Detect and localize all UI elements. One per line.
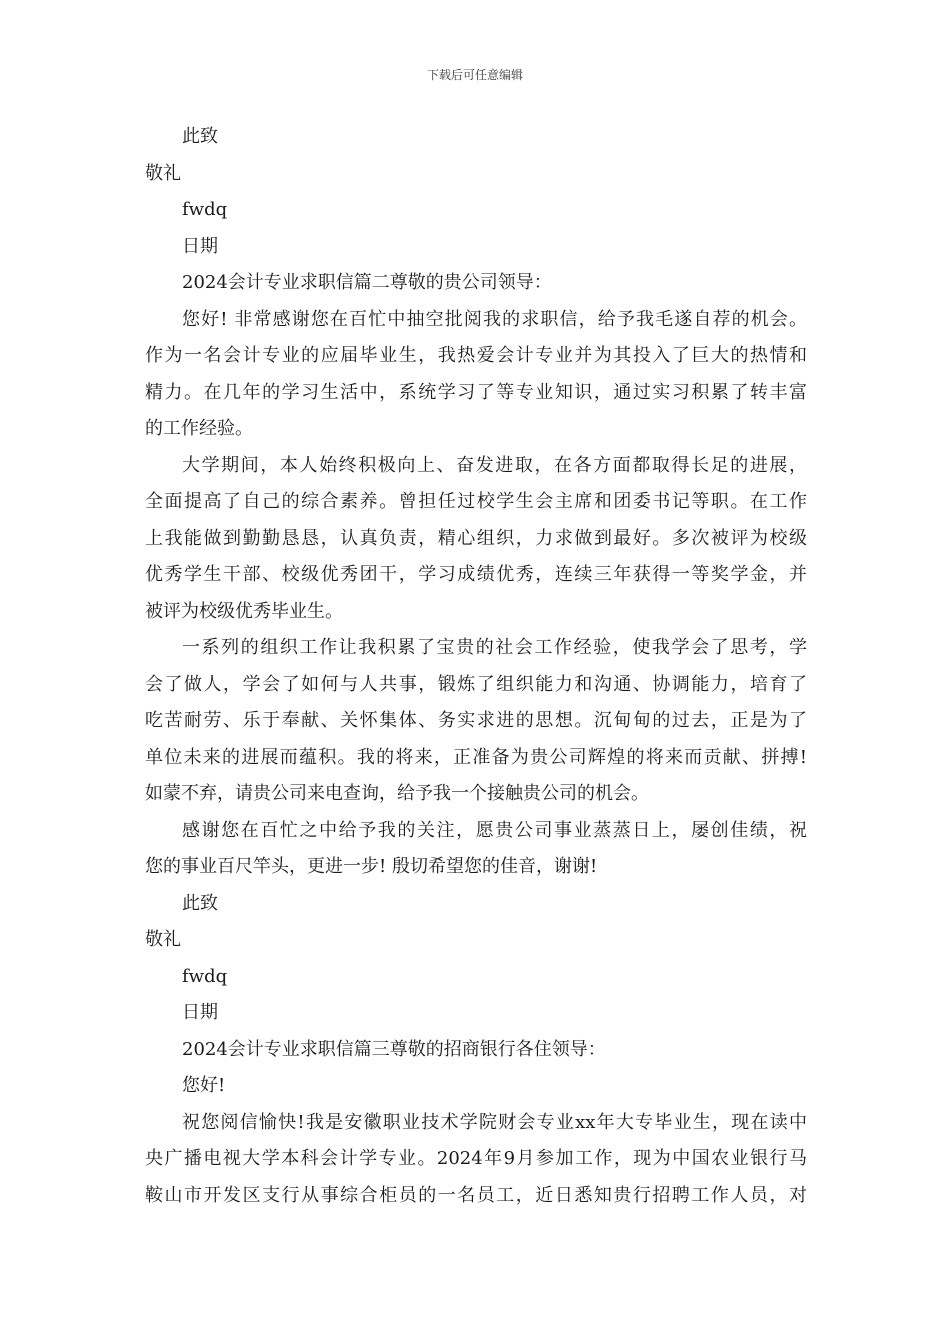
paragraph-line: fwdq	[182, 965, 228, 987]
paragraph-line: 吃苦耐劳、乐于奉献、关怀集体、务实求进的思想。沉甸甸的过去，正是为了	[145, 710, 807, 731]
paragraph-line: 全面提高了自己的综合素养。曾担任过校学生会主席和团委书记等职。在工作	[145, 491, 807, 512]
page-header-note: 下载后可任意编辑	[426, 68, 523, 82]
paragraph-line: 2024会计专业求职信篇二尊敬的贵公司领导：	[182, 272, 552, 293]
paragraph-line: 日期	[182, 235, 218, 257]
paragraph-line: 作为一名会计专业的应届毕业生，我热爱会计专业并为其投入了巨大的热情和	[145, 345, 807, 366]
paragraph-line: fwdq	[182, 199, 228, 220]
paragraph-line: 敬礼	[145, 929, 181, 950]
paragraph-line: 的工作经验。	[145, 418, 253, 439]
paragraph-line: 祝您阅信愉快!我是安徽职业技术学院财会专业xx年大专毕业生，现在读中	[182, 1111, 807, 1133]
paragraph-line: 您好!	[182, 1075, 226, 1096]
paragraph-line: 感谢您在百忙之中给予我的关注，愿贵公司事业蒸蒸日上，屡创佳绩，祝	[182, 819, 807, 841]
paragraph-line: 一系列的组织工作让我积累了宝贵的社会工作经验，使我学会了思考，学	[182, 637, 807, 658]
paragraph-line: 优秀学生干部、校级优秀团干，学习成绩优秀，连续三年获得一等奖学金，并	[145, 564, 807, 585]
paragraph-line: 会了做人，学会了如何与人共事，锻炼了组织能力和沟通、协调能力，培育了	[145, 673, 807, 695]
paragraph-line: 如蒙不弃，请贵公司来电查询，给予我一个接触贵公司的机会。	[145, 783, 649, 804]
paragraph-line: 此致	[182, 892, 218, 914]
paragraph-line: 敬礼	[145, 162, 181, 184]
paragraph-line: 鞍山市开发区支行从事综合柜员的一名员工，近日悉知贵行招聘工作人员，对	[145, 1184, 807, 1206]
paragraph-line: 被评为校级优秀毕业生。	[145, 600, 343, 622]
paragraph-line: 您的事业百尺竿头，更进一步! 殷切希望您的佳音，谢谢!	[145, 856, 598, 877]
paragraph-line: 上我能做到勤勤恳恳，认真负责，精心组织，力求做到最好。多次被评为校级	[145, 527, 807, 549]
paragraph-line: 2024会计专业求职信篇三尊敬的招商银行各住领导：	[182, 1038, 606, 1060]
paragraph-line: 大学期间，本人始终积极向上、奋发进取，在各方面都取得长足的进展，	[182, 454, 807, 476]
paragraph-line: 央广播电视大学本科会计学专业。2024年9月参加工作，现为中国农业银行马	[145, 1148, 807, 1169]
paragraph-line: 精力。在几年的学习生活中，系统学习了等专业知识，通过实习积累了转丰富	[145, 381, 807, 403]
paragraph-line: 您好! 非常感谢您在百忙中抽空批阅我的求职信，给予我毛遂自荐的机会。	[182, 308, 807, 330]
document-body	[145, 119, 807, 1214]
paragraph-line: 单位未来的进展而蕴积。我的将来，正准备为贵公司辉煌的将来而贡献、拼搏!	[145, 746, 807, 768]
paragraph-line: 日期	[182, 1002, 218, 1023]
paragraph-line: 此致	[182, 126, 218, 147]
